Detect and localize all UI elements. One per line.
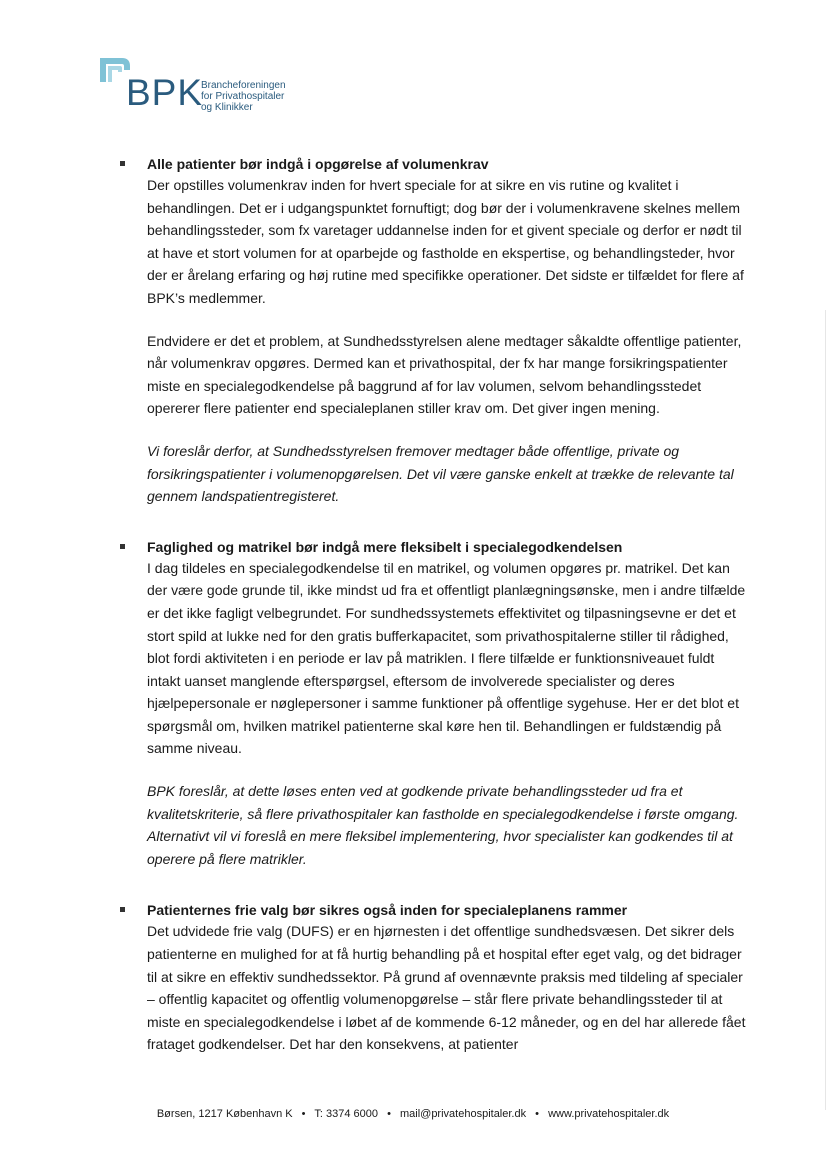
paragraph: Der opstilles volumenkrav inden for hvert speciale for at sikre en vis rutine og kvalitet i behandlingen. Det er i udgangspunktet fornuftigt; dog bør der i volumenkravene skelnes mellem behandlingssteder, som fx varetager uddannelse inden for et givent speciale og derfor er nødt til at have et stort volumen for at oparbejde og fastholde en ekspertise, og behandlingsteder, hvor der er årelang erfaring og høj rutine med specifikke operationer. Det sidste er tilfældet for flere af BPK’s medlemmer.: [147, 177, 744, 306]
footer-separator: •: [535, 1108, 540, 1120]
section-expertise-and-location: [112, 537, 748, 871]
bpk-logo: [98, 52, 338, 124]
logo-subtitle-line: Brancheforeningen: [201, 80, 286, 91]
footer-website: www.privatehospitaler.dk: [548, 1108, 670, 1120]
footer-phone: T: 3374 6000: [314, 1108, 378, 1120]
paragraph: Det udvidede frie valg (DUFS) er en hjørnesten i det offentlige sundhedsvæsen. Det sikrer dels patienterne en mulighed for at få hurtig behandling på et hospital efter eget valg, og det bidrager til at sikre en effektiv sundhedssektor. På grund af ovennævnte praksis med tildeling af specialer – offentlig kapacitet og offentlig volumenopgørelse – står flere private behandlingssteder til at miste en specialegodkendelse i løbet af de kommende 6-12 måneder, og en del har allerede fået frataget godkendelser. Det har den konsekvens, at patienter: [147, 923, 746, 1053]
document-body: [112, 154, 748, 1056]
footer-address: Børsen, 1217 København K: [156, 1108, 293, 1120]
bullet-icon: [120, 161, 125, 166]
footer-separator: •: [301, 1108, 306, 1120]
logo-letters: BPK: [126, 72, 204, 113]
paragraph: Endvidere er det et problem, at Sundhedsstyrelsen alene medtager såkaldte offentlige patienter, når volumenkrav opgøres. Dermed kan et privathospital, der fx har mange forsikringspatienter miste en specialegodkendelse på baggrund af for lav volumen, selvom behandlingsstedet opererer flere patienter end specialeplanen stiller krav om. Det giver ingen mening.: [147, 332, 742, 417]
logo-subtitle-line: for Privathospitaler: [201, 91, 285, 102]
paragraph: I dag tildeles en specialegodkendelse til en matrikel, og volumen opgøres pr. matrikel. Det kan der være gode grunde til, ikke mindst ud fra et offentligt planlægningsønske, men i andre tilfælde er det ikke fagligt velbegrundet. For sundhedssystemets effektivitet og tilpasningsevne er det et stort spild at lukke ned for den gratis bufferkapacitet, som privathospitalerne stiller til rådighed, blot fordi aktiviteten i en periode er lav på matriklen. I flere tilfælde er funktionsniveauet fuldt intakt uanset manglende efterspørgsel, eftersom de involverede specialister og deres hjælpepersonale er nøglepersoner i samme funktioner på offentlige sygehuse. Her er det blot et spørgsmål om, hvilken matrikel patienterne skal køre hen til. Behandlingen er fuldstændig på samme niveau.: [147, 559, 746, 757]
bullet-icon: [120, 907, 125, 912]
proposal-paragraph: Vi foreslår derfor, at Sundhedsstyrelsen fremover medtager både offentlige, private og forsikringspatienter i volumenopgørelsen. Det vil være ganske enkelt at trække de relevante tal gennem landspatientregisteret.: [147, 442, 734, 505]
section-heading: Patienternes frie valg bør sikres også inden for specialeplanens rammer: [147, 902, 628, 919]
proposal-paragraph: BPK foreslår, at dette løses enten ved at godkende private behandlingssteder ud fra et kvalitetskriterie, så flere privathospitaler kan fastholde en specialegodkendelse i første omgang. Alternativt vil vi foreslå en mere fleksibel implementering, hvor specialister kan godkendes til at operere på flere matrikler.: [147, 783, 739, 867]
footer-separator: •: [387, 1108, 391, 1120]
section-heading: Faglighed og matrikel bør indgå mere fleksibelt i specialegodkendelsen: [147, 538, 623, 555]
logo-subtitle: [201, 80, 286, 113]
bullet-icon: [120, 544, 125, 549]
logo-subtitle-line: og Klinikker: [201, 102, 253, 113]
footer-email: mail@privatehospitaler.dk: [399, 1108, 527, 1120]
section-volume-requirements: [112, 154, 748, 508]
page-footer: [0, 1108, 826, 1120]
section-free-choice: [112, 900, 748, 1056]
section-heading: Alle patienter bør indgå i opgørelse af volumenkrav: [147, 156, 489, 172]
